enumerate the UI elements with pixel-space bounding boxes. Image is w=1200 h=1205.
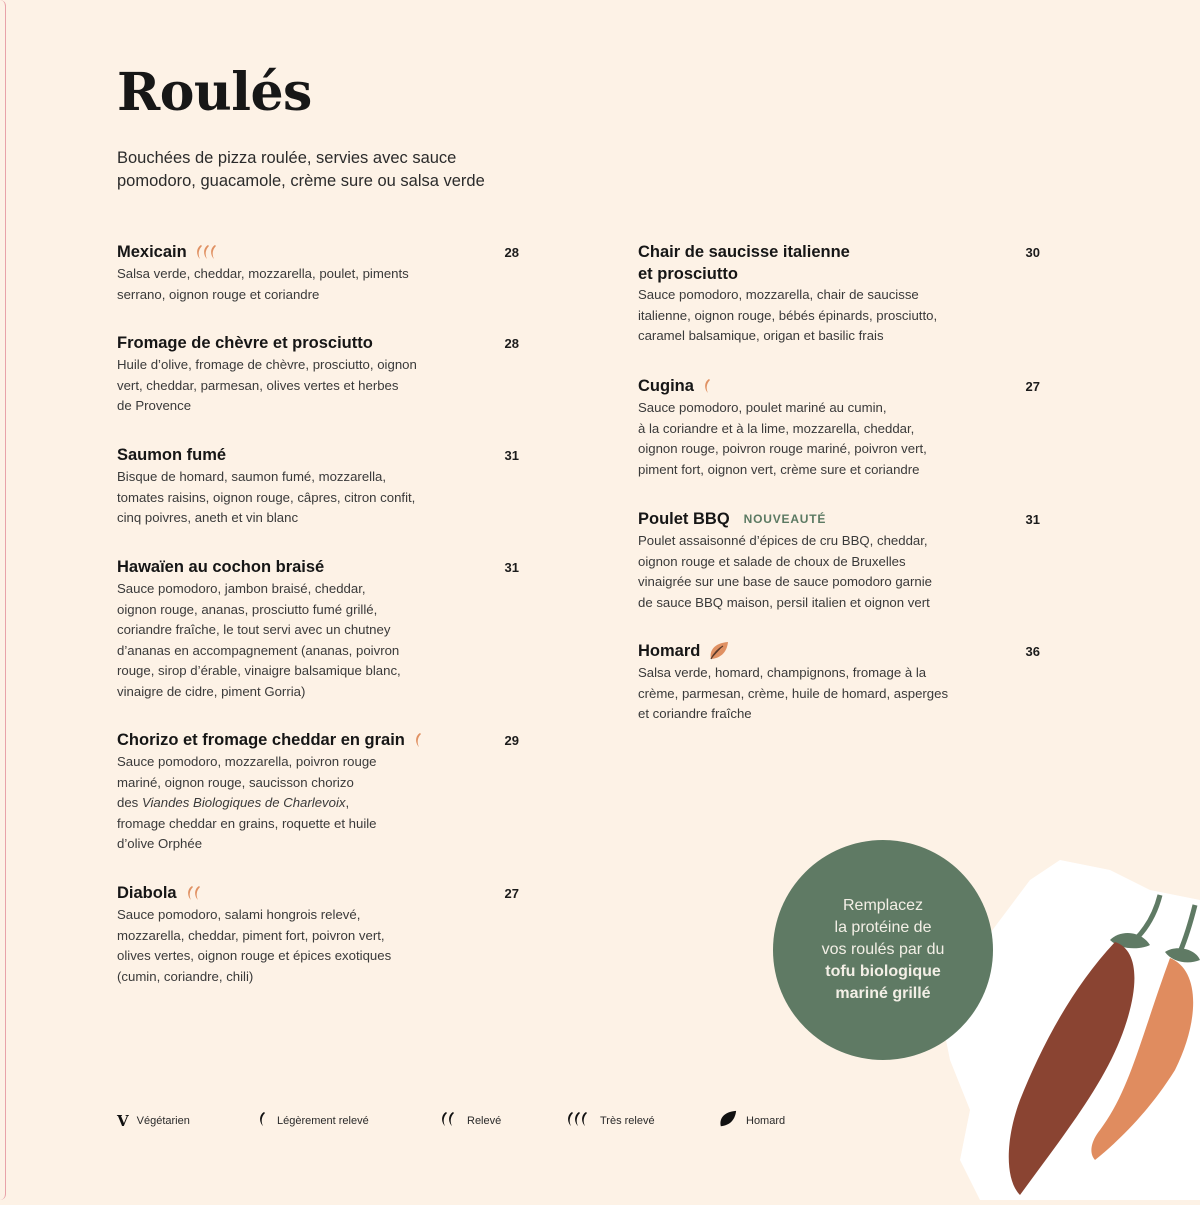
- new-badge: NOUVEAUTÉ: [743, 512, 827, 526]
- menu-item-chorizo: [117, 729, 519, 855]
- promo-bold-line: mariné grillé: [835, 985, 931, 1002]
- leger-icon: [702, 377, 714, 395]
- desc-italic: Viandes Biologiques de Charlevoix: [141, 795, 346, 810]
- menu-item-mexicain: [117, 241, 519, 305]
- homard-icon: [718, 1110, 738, 1131]
- item-description: Poulet assaisonné d’épices de cru BBQ, cheddar, oignon rouge et salade de choux de Bruxelles vinaigrée sur une base de sauce pomodoro garnie de sauce BBQ maison, persil italien et oignon vert: [638, 533, 932, 610]
- item-name: Chorizo et fromage cheddar en grain: [117, 731, 405, 749]
- item-description: Sauce pomodoro, jambon braisé, cheddar, oignon rouge, ananas, prosciutto fumé grillé, coriandre fraîche, le tout servi avec un chutney d’ananas en accompagnement (ananas, poivron rouge, sirop d’érable, vinaigre balsamique blanc, vinaigre de cidre, piment Gorria): [117, 581, 401, 699]
- item-description: Sauce pomodoro, salami hongrois relevé, mozzarella, cheddar, piment fort, poivron vert, olives vertes, oignon rouge et épices exotiques (cumin, coriandre, chili): [117, 907, 392, 984]
- item-price: 31: [504, 448, 519, 463]
- homard-icon: [708, 641, 730, 661]
- menu-item-fromage-chevre: [117, 332, 519, 417]
- item-name: Homard: [638, 642, 701, 660]
- legend: [117, 1110, 785, 1131]
- item-price: 27: [504, 886, 519, 901]
- item-name: Mexicain: [117, 243, 187, 261]
- menu-item-poulet-bbq: [638, 508, 1040, 613]
- menu-item-saumon-fume: [117, 444, 519, 529]
- leger-icon: [413, 731, 425, 749]
- releve-icon: [439, 1110, 459, 1131]
- item-description: Sauce pomodoro, mozzarella, chair de saucisse italienne, oignon rouge, bébés épinards, prosciutto, caramel balsamique, origan et basilic frais: [638, 287, 938, 343]
- tres-releve-icon: [566, 1110, 592, 1131]
- item-name: Hawaïen au cochon braisé: [117, 558, 325, 576]
- item-description: Bisque de homard, saumon fumé, mozzarella, tomates raisins, oignon rouge, câpres, citron confit, cinq poivres, aneth et vin blanc: [117, 469, 416, 525]
- legend-vegetarien: [117, 1112, 257, 1130]
- legend-homard: [718, 1110, 785, 1131]
- item-description: Salsa verde, homard, champignons, fromage à la crème, parmesan, crème, huile de homard, asperges et coriandre fraîche: [638, 665, 949, 721]
- item-description: Huile d’olive, fromage de chèvre, prosciutto, oignon vert, cheddar, parmesan, olives vertes et herbes de Provence: [117, 357, 417, 413]
- item-description: Salsa verde, cheddar, mozzarella, poulet, piments serrano, oignon rouge et coriandre: [117, 266, 409, 302]
- legend-label: Légèrement relevé: [277, 1114, 369, 1127]
- item-name: Cugina: [638, 377, 694, 395]
- desc-part: , fromage cheddar en grains, roquette et huile d’olive Orphée: [117, 795, 377, 851]
- vegetarian-icon: V: [117, 1111, 129, 1130]
- releve-icon: [185, 884, 205, 902]
- menu-item-saucisse-italienne: [638, 241, 1040, 347]
- legend-leger: [257, 1110, 439, 1131]
- menu-item-cugina: [638, 375, 1040, 480]
- item-name: Chair de saucisse italienne et prosciutto: [638, 243, 850, 283]
- chili-peppers-illustration: [990, 890, 1200, 1205]
- page-edge: [0, 0, 6, 1200]
- legend-label: Végétarien: [136, 1114, 190, 1127]
- legend-label: Relevé: [467, 1114, 502, 1127]
- item-description: [117, 752, 462, 855]
- item-name: Fromage de chèvre et prosciutto: [117, 334, 373, 352]
- item-name: Saumon fumé: [117, 446, 227, 464]
- item-price: 30: [1025, 245, 1040, 260]
- leger-icon: [257, 1110, 269, 1131]
- page-subtitle: Bouchées de pizza roulée, servies avec sauce pomodoro, guacamole, crème sure ou salsa verde: [117, 149, 485, 190]
- menu-item-homard: [638, 640, 1040, 725]
- item-name: Diabola: [117, 884, 177, 902]
- item-price: 28: [504, 336, 519, 351]
- promo-circle: [773, 840, 993, 1060]
- item-price: 31: [504, 560, 519, 575]
- promo-bold-line: tofu biologique: [825, 963, 941, 980]
- legend-label: Homard: [746, 1114, 786, 1127]
- promo-line: la protéine de: [834, 919, 932, 936]
- item-description: Sauce pomodoro, poulet mariné au cumin, à la coriandre et à la lime, mozzarella, cheddar, oignon rouge, poivron rouge mariné, poivron vert, piment fort, oignon vert, crème sure et coriandre: [638, 400, 927, 477]
- legend-label: Très relevé: [600, 1114, 655, 1127]
- item-price: 31: [1025, 512, 1040, 527]
- promo-line: Remplacez: [842, 897, 924, 914]
- promo-line: vos roulés par du: [821, 941, 945, 958]
- item-name: Poulet BBQ: [638, 510, 730, 528]
- item-price: 28: [504, 245, 519, 260]
- legend-tres-releve: [566, 1110, 718, 1131]
- menu-item-hawaien: [117, 556, 519, 702]
- legend-releve: [439, 1110, 566, 1131]
- item-price: 27: [1025, 379, 1040, 394]
- desc-part: Sauce pomodoro, mozzarella, poivron rouge mariné, oignon rouge, saucisson chorizo des: [117, 754, 377, 810]
- tres-releve-icon: [195, 243, 221, 261]
- page-title: Roulés: [117, 62, 312, 123]
- item-price: 36: [1025, 644, 1040, 659]
- menu-item-diabola: [117, 882, 519, 987]
- item-price: 29: [504, 733, 519, 748]
